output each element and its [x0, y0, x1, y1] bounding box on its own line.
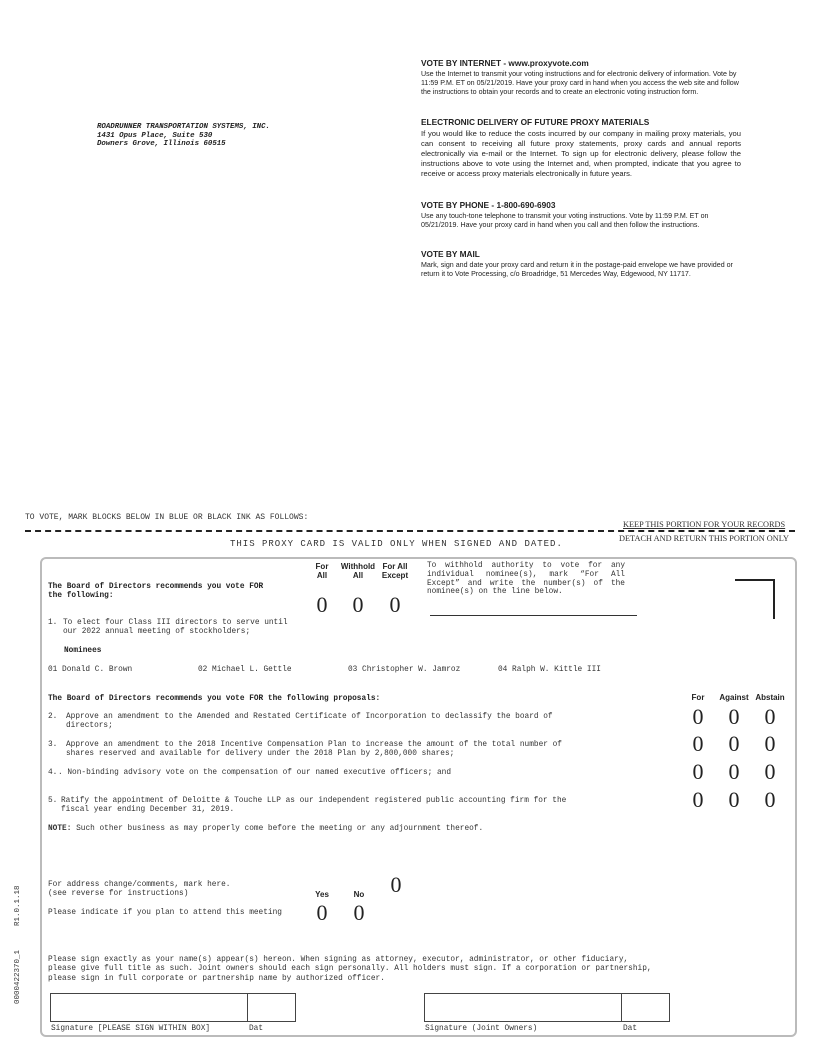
- yes-label: Yes: [315, 890, 329, 899]
- keep-portion-label: KEEP THIS PORTION FOR YOUR RECORDS: [623, 520, 786, 529]
- proposal-5-against[interactable]: 0: [728, 787, 740, 812]
- side-code-1: 0000422370_1: [14, 949, 22, 1004]
- attend-meeting-label: Please indicate if you plan to attend this meeting: [48, 909, 282, 917]
- proposal-5-text: Ratify the appointment of Deloitte & Touche LLP as our independent registered public accounting firm for the fiscal year ending December 31, 2019.: [61, 797, 567, 814]
- proposal-1-num: 1.: [48, 619, 58, 627]
- proposal-3-text: Approve an amendment to the 2018 Incentive Compensation Plan to increase the amount of the total number of shares reserved and available for delivery under the 2018 Plan by 2,800,000 shares;: [66, 741, 562, 758]
- nominee-1: 01 Donald C. Brown: [48, 666, 133, 674]
- side-code-2: R1.0.1.18: [14, 885, 22, 926]
- proposal-2-for[interactable]: 0: [692, 704, 704, 729]
- company-address: [97, 123, 270, 149]
- company-city: Downers Grove, Illinois 60515: [97, 140, 226, 149]
- electronic-delivery-title: ELECTRONIC DELIVERY OF FUTURE PROXY MATERIALS: [421, 117, 650, 127]
- col-for-all: For All: [315, 562, 329, 580]
- nominee-2: 02 Michael L. Gettle: [198, 666, 292, 674]
- col-against: Against: [719, 693, 749, 702]
- company-name: ROADRUNNER TRANSPORTATION SYSTEMS, INC.: [97, 123, 270, 131]
- proposal-2-against[interactable]: 0: [728, 704, 740, 729]
- vote-internet-text: Use the Internet to transmit your voting instructions and for electronic delivery of information. Vote by 11:59 P.M. ET on 05/21/2019. Have your proxy card in hand when you access the web site and follow the instructions to obtain your records and to create an electronic voting instruction form.: [421, 70, 739, 97]
- proposal-4-for[interactable]: 0: [692, 759, 704, 784]
- proposal-2-abstain[interactable]: 0: [764, 704, 776, 729]
- vote-phone-section: [421, 200, 741, 230]
- joint-signature-label: Signature (Joint Owners): [425, 1025, 538, 1033]
- nominees-label: Nominees: [64, 647, 102, 655]
- address-change-checkbox[interactable]: 0: [390, 872, 402, 897]
- nominee-3: 03 Christopher W. Jamroz: [348, 666, 461, 674]
- for-all-except-checkbox[interactable]: 0: [389, 592, 401, 617]
- signature-label: Signature [PLEASE SIGN WITHIN BOX]: [51, 1025, 211, 1033]
- detach-line: [25, 530, 795, 532]
- proposal-2-num: 2.: [48, 713, 58, 721]
- proposal-4-text: . Non-binding advisory vote on the compensation of our named executive officers; and: [58, 769, 452, 777]
- joint-date-box[interactable]: [621, 993, 670, 1022]
- vote-phone-text: Use any touch-tone telephone to transmit your voting instructions. Vote by 11:59 P.M. ET on 05/21/2019. Have your proxy card in hand when you call and then follow the instructions.: [421, 212, 709, 230]
- electronic-delivery-text: If you would like to reduce the costs incurred by our company in mailing proxy materials, you can consent to receiving all future proxy statements, proxy cards and annual reports electronically via e-mail or the Internet. To sign up for electronic delivery, please follow the instructions above to vote using the Internet and, when prompted, indicate that you agree to receive or access proxy materials electronically in future years.: [421, 129, 741, 178]
- proposal-4-abstain[interactable]: 0: [764, 759, 776, 784]
- vote-internet-title: VOTE BY INTERNET - www.proxyvote.com: [421, 58, 589, 68]
- registration-mark: [735, 579, 775, 619]
- vote-mail-section: [421, 249, 741, 279]
- board-rec-proposals: The Board of Directors recommends you vote FOR the following proposals:: [48, 695, 381, 703]
- electronic-delivery-section: [421, 117, 741, 179]
- joint-date-label: Dat: [623, 1025, 638, 1033]
- note: [48, 825, 483, 833]
- sign-instructions: Please sign exactly as your name(s) appear(s) hereon. When signing as attorney, executor, administrator, or other fiduciary, please give full title as such. Joint owners should each sign personally. All holders must sign. If a corporation or partnership, please sign in full corporate or partnership name by authorized officer.: [48, 956, 652, 983]
- withhold-instruction: To withhold authority to vote for any individual nominee(s), mark “For All Except” and write the number(s) of the nominee(s) on the line below.: [427, 562, 625, 597]
- vote-mail-text: Mark, sign and date your proxy card and return it in the postage-paid envelope we have provided or return it to Vote Processing, c/o Broadridge, 51 Mercedes Way, Edgewood, NY 11717.: [421, 261, 733, 279]
- address-change-sub: (see reverse for instructions): [48, 890, 189, 898]
- proposal-4-num: 4.: [48, 769, 58, 777]
- signature-box[interactable]: [50, 993, 248, 1022]
- proposal-3-for[interactable]: 0: [692, 731, 704, 756]
- attend-no-checkbox[interactable]: 0: [353, 900, 365, 925]
- detach-portion-label: DETACH AND RETURN THIS PORTION ONLY: [619, 534, 790, 543]
- company-street: 1431 Opus Place, Suite 530: [97, 131, 213, 140]
- nominee-4: 04 Ralph W. Kittle III: [498, 666, 601, 674]
- board-rec-directors: The Board of Directors recommends you vote FOR the following:: [48, 583, 264, 600]
- mark-instruction: TO VOTE, MARK BLOCKS BELOW IN BLUE OR BLACK INK AS FOLLOWS:: [25, 513, 309, 522]
- for-all-checkbox[interactable]: 0: [316, 592, 328, 617]
- proposal-5-abstain[interactable]: 0: [764, 787, 776, 812]
- proposal-4-against[interactable]: 0: [728, 759, 740, 784]
- withhold-all-checkbox[interactable]: 0: [352, 592, 364, 617]
- proposal-3-num: 3.: [48, 741, 58, 749]
- no-label: No: [353, 890, 365, 899]
- proposal-1-text: To elect four Class III directors to serve until our 2022 annual meeting of stockholders;: [63, 619, 288, 636]
- proposal-5-num: 5.: [48, 797, 58, 805]
- proposal-5-for[interactable]: 0: [692, 787, 704, 812]
- address-change-label: For address change/comments, mark here.: [48, 881, 231, 889]
- vote-internet-section: [421, 58, 741, 98]
- valid-notice: THIS PROXY CARD IS VALID ONLY WHEN SIGNED AND DATED.: [230, 539, 563, 549]
- vote-phone-title: VOTE BY PHONE - 1-800-690-6903: [421, 200, 556, 210]
- date-label: Dat: [249, 1025, 264, 1033]
- date-box[interactable]: [247, 993, 296, 1022]
- proposal-3-against[interactable]: 0: [728, 731, 740, 756]
- col-abstain: Abstain: [755, 693, 785, 702]
- joint-signature-box[interactable]: [424, 993, 622, 1022]
- proposal-3-abstain[interactable]: 0: [764, 731, 776, 756]
- nominee-write-line[interactable]: [430, 615, 637, 616]
- note-text: Such other business as may properly come before the meeting or any adjournment thereof.: [76, 825, 484, 833]
- col-for: For: [691, 693, 705, 702]
- attend-yes-checkbox[interactable]: 0: [316, 900, 328, 925]
- col-withhold-all: Withhold All: [340, 562, 376, 580]
- col-for-all-except: For All Except: [381, 562, 409, 580]
- proposal-2-text: Approve an amendment to the Amended and Restated Certificate of Incorporation to declassify the board of directors;: [66, 713, 553, 730]
- note-label: NOTE:: [48, 825, 72, 833]
- vote-mail-title: VOTE BY MAIL: [421, 249, 480, 259]
